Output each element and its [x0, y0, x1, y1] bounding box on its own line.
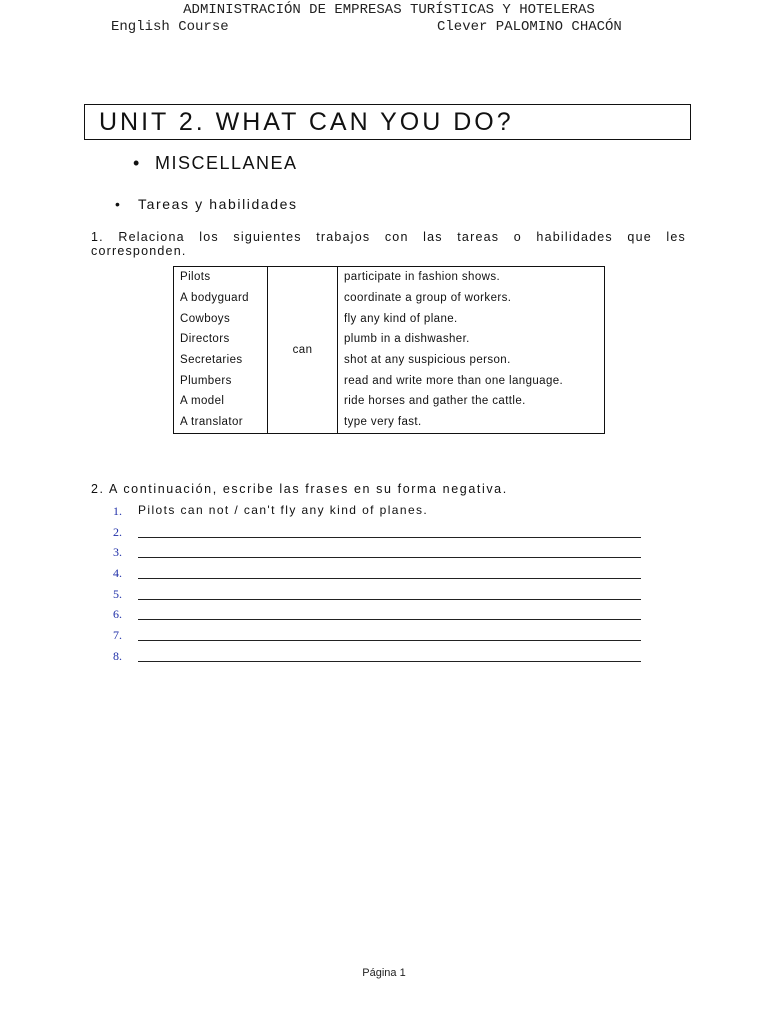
subject-cell: Plumbers	[174, 370, 268, 391]
answer-blank-line[interactable]	[138, 640, 641, 641]
answer-example: Pilots can not / can't fly any kind of planes.	[138, 503, 429, 517]
exercise1-instruction: 1. Relaciona los siguientes trabajos con las tareas o habilidades que les corresponden.	[91, 230, 686, 258]
table-row	[174, 329, 605, 350]
subject-cell: Cowboys	[174, 308, 268, 329]
subject-cell: A translator	[174, 412, 268, 433]
table-row	[174, 350, 605, 371]
bullet-icon: •	[115, 196, 122, 212]
item-number: 7.	[113, 628, 122, 643]
unit-title: UNIT 2. WHAT CAN YOU DO?	[99, 108, 514, 136]
answer-blank-line[interactable]	[138, 599, 641, 600]
answer-blank-line[interactable]	[138, 537, 641, 538]
table-row	[174, 288, 605, 309]
course-name: English Course	[111, 19, 229, 35]
item-number: 6.	[113, 607, 122, 622]
list-item	[0, 542, 768, 563]
unit-title-box	[84, 104, 691, 140]
answer-blank-line[interactable]	[138, 619, 641, 620]
subject-cell: Secretaries	[174, 350, 268, 371]
list-item	[0, 604, 768, 625]
matching-table	[173, 266, 605, 434]
item-number: 5.	[113, 586, 122, 601]
page-number: Página 1	[362, 967, 406, 979]
answer-blank-line[interactable]	[138, 578, 641, 579]
task-cell: coordinate a group of workers.	[344, 292, 512, 305]
subject-cell: A model	[174, 391, 268, 412]
list-item	[0, 625, 768, 646]
table-row	[174, 308, 605, 329]
answer-list	[0, 501, 768, 667]
table-row	[174, 267, 605, 288]
task-cell: ride horses and gather the cattle.	[344, 395, 526, 408]
table-row	[174, 412, 605, 433]
task-cell: shot at any suspicious person.	[344, 354, 511, 367]
list-item	[0, 584, 768, 605]
subject-cell: A bodyguard	[174, 288, 268, 309]
task-cell: type very fast.	[344, 416, 422, 429]
list-item	[0, 522, 768, 543]
header-course-line	[0, 19, 768, 36]
author-name: Clever PALOMINO CHACÓN	[437, 19, 622, 35]
subsection-title: Tareas y habilidades	[138, 196, 298, 212]
subject-cell: Directors	[174, 329, 268, 350]
item-number: 3.	[113, 545, 122, 560]
section-title: MISCELLANEA	[155, 153, 298, 173]
answer-blank-line[interactable]	[138, 661, 641, 662]
task-cell: read and write more than one language.	[344, 374, 564, 387]
answer-blank-line[interactable]	[138, 557, 641, 558]
item-number: 8.	[113, 648, 122, 663]
exercise2-instruction: 2. A continuación, escribe las frases en su forma negativa.	[91, 482, 508, 496]
task-cell: fly any kind of plane.	[344, 312, 458, 325]
connector-cell: can	[268, 267, 338, 434]
list-item	[0, 646, 768, 667]
list-item	[0, 501, 768, 522]
subsection-heading	[115, 195, 298, 213]
bullet-icon: •	[133, 153, 141, 173]
page-header	[0, 2, 768, 36]
subject-cell: Pilots	[174, 267, 268, 288]
task-cell: participate in fashion shows.	[344, 271, 501, 284]
task-cell: plumb in a dishwasher.	[344, 333, 470, 346]
list-item	[0, 563, 768, 584]
item-number: 1.	[113, 504, 122, 518]
institution-name: ADMINISTRACIÓN DE EMPRESAS TURÍSTICAS Y HOTELERAS	[183, 2, 595, 18]
table-row	[174, 370, 605, 391]
item-number: 4.	[113, 566, 122, 581]
item-number: 2.	[113, 524, 122, 539]
table-row	[174, 391, 605, 412]
section-heading	[133, 152, 298, 174]
